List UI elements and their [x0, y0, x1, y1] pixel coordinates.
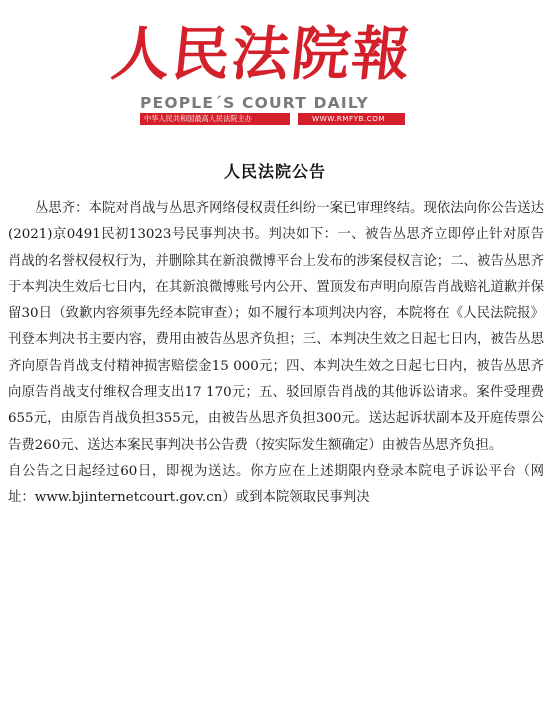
website-banner: WWW.RMFYB.COM	[298, 113, 405, 125]
notice-paragraph-judgment: 丛思齐：本院对肖战与丛思齐网络侵权责任纠纷一案已审理终结。现依法向你公告送达(2021)京0491民初13023号民事判决书。判决如下：一、被告丛思齐立即停止针对原告肖战的名誉权侵权行为，并删除其在新浪微博平台上发布的涉案侵权言论；二、被告丛思齐于本判决生效后七日内，在其新浪微博账号内公开、置顶发布声明向原告肖战赔礼道歉并保留30日（致歉内容须事先经本院审查）；如不履行本项判决内容，本院将在《人民法院报》刊登本判决书主要内容，费用由被告丛思齐负担；三、本判决生效之日起七日内，被告丛思齐向原告肖战支付精神损害赔偿金15 000元；四、本判决生效之日起七日内，被告丛思齐向原告肖战支付维权合理支出17 170元；五、驳回原告肖战的其他诉讼请求。案件受理费655元，由原告肖战负担355元，由被告丛思齐负担300元。送达起诉状副本及开庭传票公告费260元、送达本案民事判决书公告费（按实际发生额确定）由被告丛思齐负担。	[8, 201, 544, 453]
newspaper-logo-english: PEOPLE´S COURT DAILY	[140, 94, 369, 112]
notice-body	[8, 196, 544, 512]
notice-paragraph-service: 自公告之日起经过60日，即视为送达。你方应在上述期限内登录本院电子诉讼平台（网址：www.bjinternetcourt.gov.cn）或到本院领取民事判决	[8, 463, 544, 506]
notice-title: 人民法院公告	[223, 161, 326, 181]
newspaper-masthead	[0, 0, 550, 135]
newspaper-logo-chinese: 人民法院報	[108, 20, 416, 88]
sponsor-banner: 中华人民共和国最高人民法院主办	[140, 113, 290, 125]
